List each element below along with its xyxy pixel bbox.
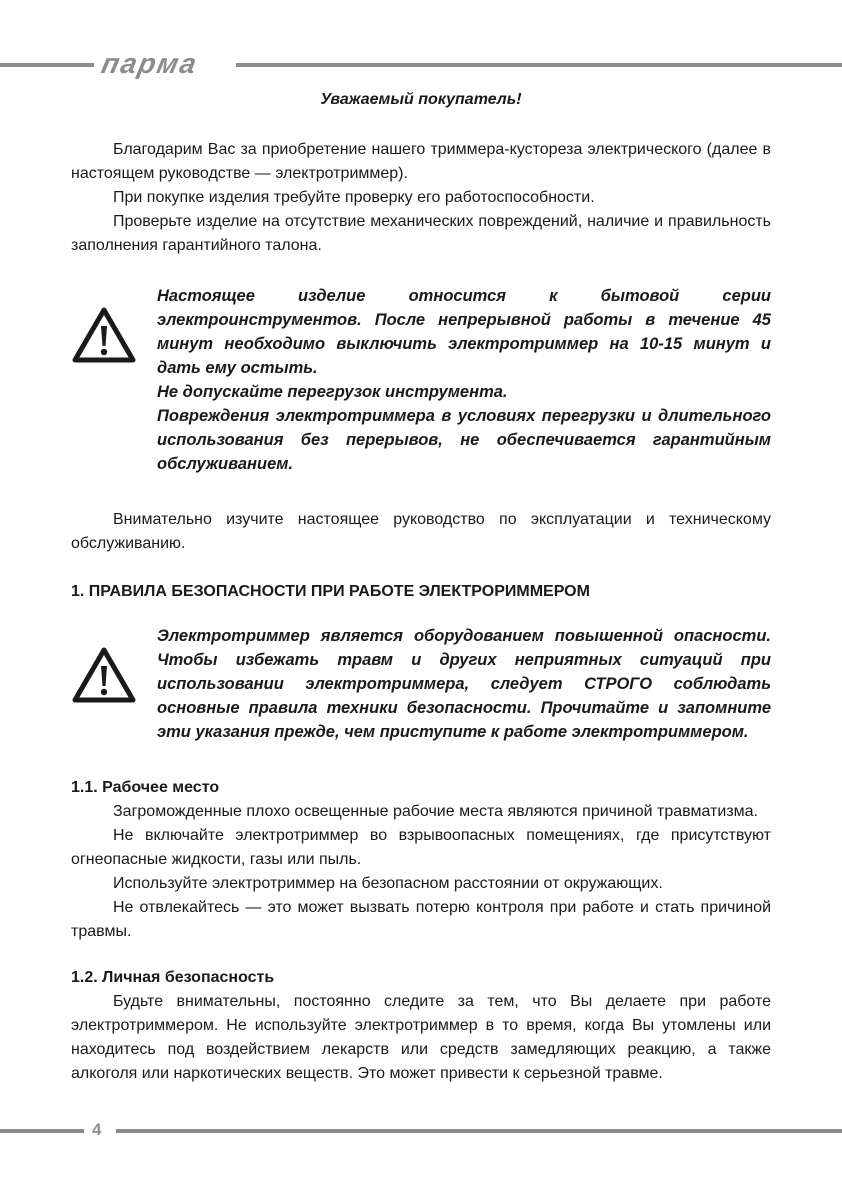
section-1-heading: 1. ПРАВИЛА БЕЗОПАСНОСТИ ПРИ РАБОТЕ ЭЛЕКТРОРИММЕРОМ bbox=[71, 583, 590, 600]
warning-icon bbox=[71, 624, 157, 704]
subsection-1-1-para-1: Загроможденные плохо освещенные рабочие места являются причиной травматизма. bbox=[113, 803, 758, 820]
subsection-1-1-para-3: Используйте электротриммер на безопасном расстоянии от окружающих. bbox=[113, 875, 663, 892]
subsection-1-1-para-2: Не включайте электротриммер во взрывоопасных помещениях, где присутствуют огнеопасные жидкости, газы или пыль. bbox=[71, 827, 771, 868]
intro-paragraph-3: Проверьте изделие на отсутствие механических повреждений, наличие и правильность заполнения гарантийного талона. bbox=[71, 213, 771, 254]
page-number: 4 bbox=[92, 1120, 102, 1139]
warning-block-1 bbox=[71, 284, 771, 476]
footer-rule-left bbox=[0, 1129, 84, 1133]
warning-1-text-2: Не допускайте перегрузок инструмента. bbox=[157, 383, 508, 401]
header-rule-left bbox=[0, 63, 94, 67]
header-rule-right bbox=[236, 63, 842, 67]
subsection-1-1-para-4: Не отвлекайтесь — это может вызвать потерю контроля при работе и стать причиной травмы. bbox=[71, 899, 771, 940]
subsection-1-1-heading: 1.1. Рабочее место bbox=[71, 779, 220, 796]
warning-1-text-3: Повреждения электротриммера в условиях перегрузки и длительного использования без перерывов, не обеспечивается гарантийным обслуживанием. bbox=[157, 407, 771, 473]
intro-paragraph-1: Благодарим Вас за приобретение нашего триммера-кустореза электрического (далее в настоящем руководстве — электротриммер). bbox=[71, 141, 771, 182]
warning-icon bbox=[71, 284, 157, 364]
brand-logo: парма bbox=[98, 48, 202, 79]
warning-block-2 bbox=[71, 624, 771, 744]
subsection-1-2-para-1: Будьте внимательны, постоянно следите за тем, что Вы делаете при работе электротриммером. Не используйте электротриммер в то время, когда Вы утомлены или находитесь под воздействием лекарств или средств замедляющих реакцию, а также алкоголя или наркотических веществ. Это может привести к серьезной травме. bbox=[71, 993, 771, 1082]
intro-paragraph-2: При покупке изделия требуйте проверку его работоспособности. bbox=[113, 189, 595, 206]
page-header bbox=[0, 48, 842, 79]
footer-rule-right bbox=[116, 1129, 842, 1133]
warning-2-text: Электротриммер является оборудованием повышенной опасности. Чтобы избежать травм и других неприятных ситуаций при использовании электротриммера, следует СТРОГО соблюдать основные правила техники безопасности. Прочитайте и запомните эти указания прежде, чем приступите к работе электротриммером. bbox=[157, 627, 771, 741]
warning-1-text-1: Настоящее изделие относится к бытовой серии электроинструментов. После непрерывной работы в течение 45 минут необходимо выключить электротриммер на 10-15 минут и дать ему остыть. bbox=[157, 287, 771, 377]
study-paragraph: Внимательно изучите настоящее руководство по эксплуатации и техническому обслуживанию. bbox=[71, 511, 771, 552]
page-title: Уважаемый покупатель! bbox=[320, 91, 522, 108]
page-content bbox=[71, 88, 771, 1086]
page-footer bbox=[0, 1118, 842, 1142]
subsection-1-2-heading: 1.2. Личная безопасность bbox=[71, 969, 275, 986]
